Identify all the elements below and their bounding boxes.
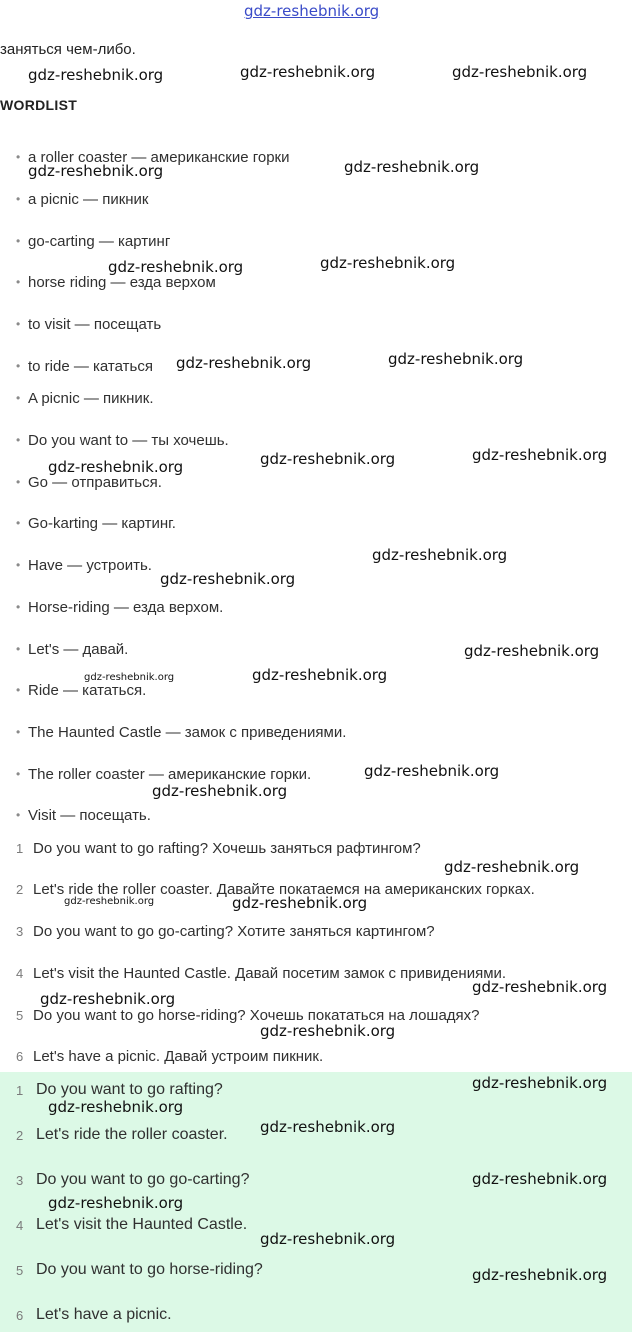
wordlist-item-text: a picnic — пикник [28, 190, 149, 208]
watermark: gdz-reshebnik.org [260, 1230, 396, 1248]
watermark: gdz-reshebnik.org [28, 66, 164, 84]
item-number: 3 [16, 923, 24, 939]
wordlist-item [16, 189, 148, 209]
bullet-icon: • [16, 234, 21, 248]
translation-text: Let's have a picnic. Давай устроим пикник. [33, 1047, 324, 1065]
bullet-icon: • [16, 516, 21, 530]
bullet-icon: • [16, 433, 21, 447]
translation-item [16, 838, 421, 858]
watermark: gdz-reshebnik.org [252, 666, 388, 684]
answer-text: Let's visit the Haunted Castle. [36, 1216, 248, 1233]
bullet-icon: • [16, 192, 21, 206]
watermark: gdz-reshebnik.org [472, 1074, 608, 1092]
bullet-icon: • [16, 767, 21, 781]
translation-text: Let's ride the roller coaster. Давайте покатаемся на американских горках. [33, 880, 535, 898]
item-number: 4 [16, 965, 24, 981]
watermark: gdz-reshebnik.org [344, 158, 480, 176]
wordlist-item [16, 430, 229, 450]
item-number: 2 [16, 881, 24, 897]
bullet-icon: • [16, 391, 21, 405]
answer-text: Do you want to go horse-riding? [36, 1261, 263, 1278]
wordlist-item [16, 722, 346, 742]
item-number: 4 [16, 1217, 24, 1233]
wordlist-item-text: to ride — кататься [28, 357, 153, 375]
item-number: 5 [16, 1262, 24, 1278]
item-number: 1 [16, 840, 24, 856]
answer-item [16, 1304, 172, 1326]
wordlist-item [16, 639, 128, 659]
wordlist-item-text: The roller coaster — американские горки. [28, 765, 312, 783]
translation-item [16, 1005, 480, 1025]
wordlist-item-text: A picnic — пикник. [28, 389, 154, 407]
wordlist-item [16, 680, 146, 700]
item-number: 2 [16, 1127, 24, 1143]
bullet-icon: • [16, 642, 21, 656]
bullet-icon: • [16, 150, 21, 164]
watermark: gdz-reshebnik.org [64, 896, 155, 907]
watermark: gdz-reshebnik.org [240, 63, 376, 81]
wordlist-item-text: Do you want to — ты хочешь. [28, 431, 229, 449]
item-number: 5 [16, 1007, 24, 1023]
watermark: gdz-reshebnik.org [388, 350, 524, 368]
watermark: gdz-reshebnik.org [464, 642, 600, 660]
watermark: gdz-reshebnik.org [260, 1118, 396, 1136]
wordlist-item-text: horse riding — езда верхом [28, 273, 216, 291]
translation-text: Do you want to go go-carting? Хотите заняться картингом? [33, 922, 435, 940]
wordlist-heading: WORDLIST [0, 97, 78, 113]
answer-item [16, 1259, 263, 1281]
watermark: gdz-reshebnik.org [108, 258, 244, 276]
translation-item [16, 963, 506, 983]
wordlist-item-text: Visit — посещать. [28, 806, 151, 824]
wordlist-item [16, 764, 311, 784]
item-number: 1 [16, 1082, 24, 1098]
watermark: gdz-reshebnik.org [320, 254, 456, 272]
translation-item [16, 921, 435, 941]
answer-item [16, 1124, 228, 1146]
watermark: gdz-reshebnik.org [472, 978, 608, 996]
bullet-icon: • [16, 600, 21, 614]
watermark: gdz-reshebnik.org [84, 672, 175, 683]
watermark: gdz-reshebnik.org [444, 858, 580, 876]
translation-text: Do you want to go rafting? Хочешь заняться рафтингом? [33, 839, 421, 857]
watermark: gdz-reshebnik.org [40, 990, 176, 1008]
wordlist-item [16, 314, 161, 334]
watermark: gdz-reshebnik.org [28, 162, 164, 180]
watermark: gdz-reshebnik.org [48, 1194, 184, 1212]
wordlist-item [16, 805, 151, 825]
answer-text: Do you want to go rafting? [36, 1081, 223, 1098]
previous-paragraph-end: заняться чем-либо. [0, 41, 136, 58]
wordlist-item [16, 555, 152, 575]
answer-item [16, 1169, 249, 1191]
wordlist-item [16, 388, 154, 408]
wordlist-item-text: a roller coaster — американские горки [28, 148, 290, 166]
wordlist-item [16, 513, 176, 533]
wordlist-item-text: Have — устроить. [28, 556, 152, 574]
watermark: gdz-reshebnik.org [372, 546, 508, 564]
watermark: gdz-reshebnik.org [260, 1022, 396, 1040]
watermark: gdz-reshebnik.org [472, 446, 608, 464]
bullet-icon: • [16, 808, 21, 822]
watermark: gdz-reshebnik.org [160, 570, 296, 588]
wordlist-item-text: Go-karting — картинг. [28, 514, 176, 532]
watermark: gdz-reshebnik.org [472, 1170, 608, 1188]
wordlist-item-text: The Haunted Castle — замок с приведениями. [28, 723, 347, 741]
watermark: gdz-reshebnik.org [48, 458, 184, 476]
answer-item [16, 1214, 247, 1236]
translation-item [16, 1046, 323, 1066]
bullet-icon: • [16, 683, 21, 697]
watermark: gdz-reshebnik.org [452, 63, 588, 81]
bullet-icon: • [16, 725, 21, 739]
wordlist-item-text: Ride — кататься. [28, 681, 147, 699]
watermark: gdz-reshebnik.org [364, 762, 500, 780]
answer-text: Let's have a picnic. [36, 1306, 172, 1323]
wordlist-item-text: to visit — посещать [28, 315, 162, 333]
watermark: gdz-reshebnik.org [176, 354, 312, 372]
wordlist-item-text: go-carting — картинг [28, 232, 171, 250]
bullet-icon: • [16, 359, 21, 373]
translation-text: Let's visit the Haunted Castle. Давай посетим замок с привидениями. [33, 964, 507, 982]
bullet-icon: • [16, 558, 21, 572]
answer-text: Let's ride the roller coaster. [36, 1126, 228, 1143]
answer-text: Do you want to go go-carting? [36, 1171, 250, 1188]
bullet-icon: • [16, 475, 21, 489]
item-number: 6 [16, 1307, 24, 1323]
wordlist-item [16, 356, 153, 376]
bullet-icon: • [16, 317, 21, 331]
watermark: gdz-reshebnik.org [244, 2, 380, 20]
wordlist-item-text: Let's — давай. [28, 640, 129, 658]
watermark: gdz-reshebnik.org [152, 782, 288, 800]
bullet-icon: • [16, 275, 21, 289]
item-number: 6 [16, 1048, 24, 1064]
translation-text: Do you want to go horse-riding? Хочешь покататься на лошадях? [33, 1006, 480, 1024]
wordlist-item [16, 597, 223, 617]
watermark: gdz-reshebnik.org [260, 450, 396, 468]
wordlist-item-text: Horse-riding — езда верхом. [28, 598, 224, 616]
wordlist-item [16, 231, 170, 251]
wordlist-item-text: Go — отправиться. [28, 473, 162, 491]
watermark: gdz-reshebnik.org [48, 1098, 184, 1116]
item-number: 3 [16, 1172, 24, 1188]
watermark: gdz-reshebnik.org [472, 1266, 608, 1284]
watermark: gdz-reshebnik.org [232, 894, 368, 912]
